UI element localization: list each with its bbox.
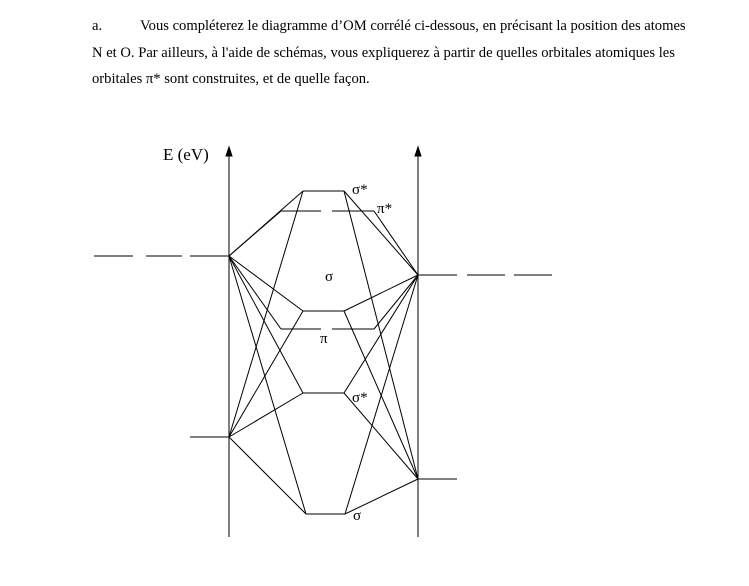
corr-line (229, 311, 303, 437)
right-axis-arrow-icon (415, 147, 421, 156)
corr-line (229, 256, 281, 329)
question-label: a. (92, 18, 103, 34)
sigma-star-lower-label: σ* (352, 390, 368, 406)
corr-line (229, 211, 281, 256)
sigma-star-top-label: σ* (352, 182, 368, 198)
energy-axis-label: E (eV) (163, 145, 209, 164)
question-text-1: Vous compléterez le diagramme d’OM corrélé ci-dessous, en précisant la position des atomes (140, 18, 686, 34)
corr-line (229, 256, 303, 311)
corr-line (374, 211, 418, 275)
pi-star-label: π* (377, 201, 393, 217)
left-atom-levels (94, 256, 229, 437)
question-line-3: orbitales π* sont construites, et de quelle façon. (92, 71, 370, 87)
left-axis-arrow-icon (226, 147, 232, 156)
sigma-middle-label: σ (325, 269, 334, 285)
corr-line (374, 275, 418, 329)
right-atom-levels (418, 275, 552, 479)
corr-line (229, 256, 303, 393)
pi-label: π (320, 331, 328, 347)
sigma-bottom-label: σ (353, 508, 362, 524)
correlation-lines (229, 191, 418, 514)
question-line-2: N et O. Par ailleurs, à l'aide de schémas, vous expliquerez à partir de quelles orbitales atomiques les (92, 44, 675, 61)
